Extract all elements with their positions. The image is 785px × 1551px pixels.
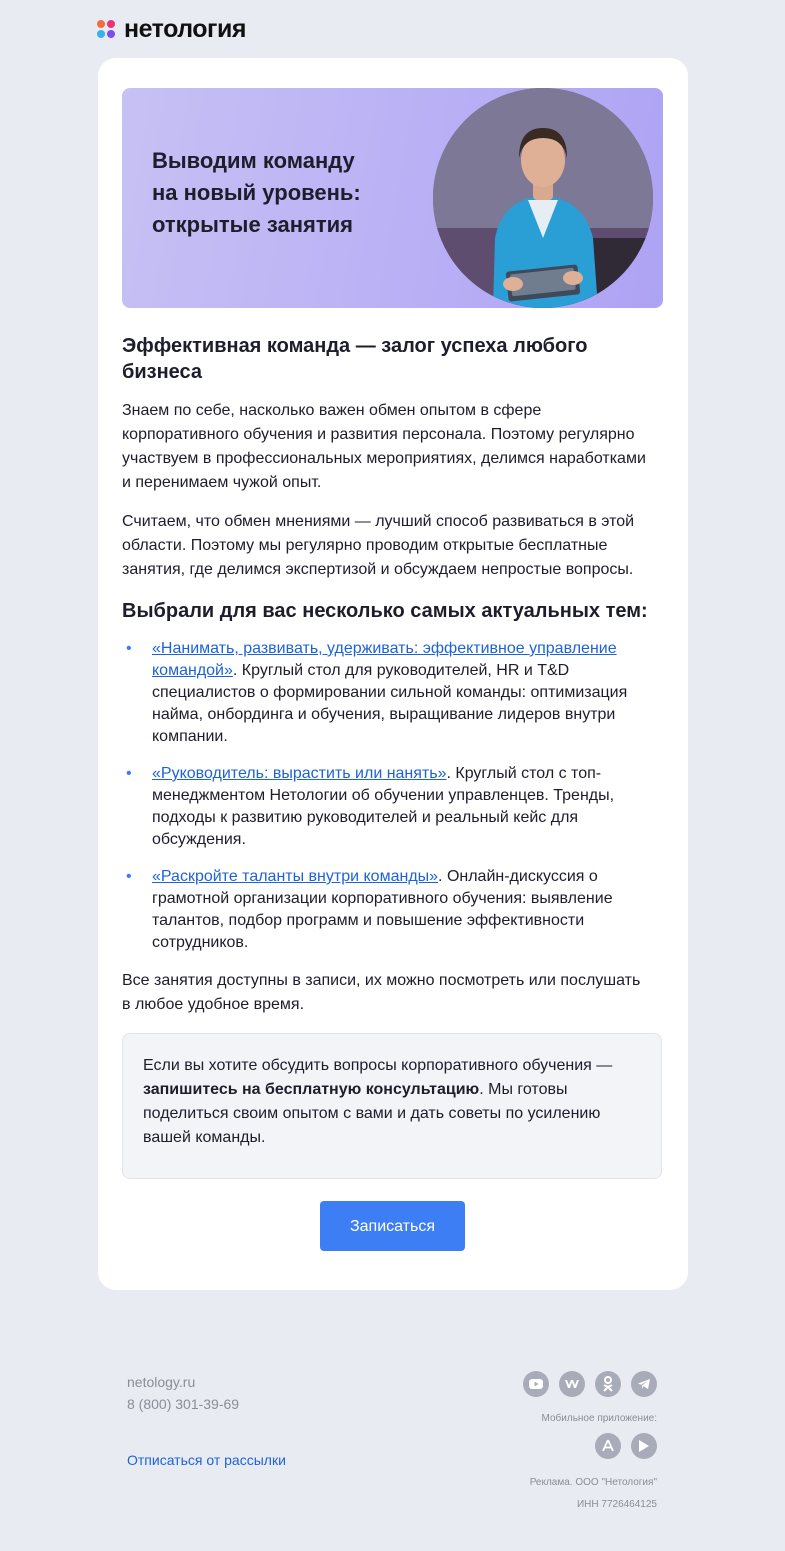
youtube-icon[interactable] xyxy=(523,1371,549,1397)
bullet-icon: • xyxy=(126,868,132,885)
app-links xyxy=(595,1433,657,1459)
google-play-icon[interactable] xyxy=(631,1433,657,1459)
bullet-icon: • xyxy=(126,640,132,657)
topic-item xyxy=(122,763,642,851)
consultation-text-prefix: Если вы хотите обсудить вопросы корпоративного обучения — xyxy=(143,1057,613,1074)
odnoklassniki-icon[interactable] xyxy=(595,1371,621,1397)
logo-mark-icon xyxy=(97,19,117,39)
consultation-box xyxy=(122,1033,662,1179)
topic-link[interactable]: «Раскройте таланты внутри команды» xyxy=(152,868,439,885)
footer xyxy=(0,1360,785,1520)
hero-photo xyxy=(433,88,653,308)
hero-title-line: Выводим команду xyxy=(152,148,355,173)
consultation-text-suffix: . Мы готовы поделиться своим опытом с вами и дать советы по усилению вашей команды. xyxy=(143,1081,601,1146)
ad-notice: Реклама. ООО "Нетология" xyxy=(529,1477,657,1488)
sign-up-button[interactable]: Записаться xyxy=(320,1201,465,1251)
topic-description: . Круглый стол с топ-менеджментом Нетологии об обучении управленцев. Тренды, подходы к развитию руководителей и реальный кейс для обсуждения. xyxy=(152,765,615,848)
topic-description: . Онлайн-дискуссия о грамотной организации корпоративного обучения: выявление талантов, подбор программ и повышение эффективности сотрудников. xyxy=(152,868,613,951)
site-link[interactable]: netology.ru xyxy=(127,1374,196,1390)
social-links xyxy=(523,1371,657,1397)
netology-logo[interactable] xyxy=(97,15,246,43)
logo-text: нетология xyxy=(124,15,246,43)
app-store-icon[interactable] xyxy=(595,1433,621,1459)
bullet-icon: • xyxy=(126,765,132,782)
vk-icon[interactable] xyxy=(559,1371,585,1397)
woman-with-tablet-illustration xyxy=(433,88,653,308)
phone-link[interactable]: 8 (800) 301-39-69 xyxy=(127,1396,240,1412)
mobile-app-label: Мобильное приложение: xyxy=(541,1413,657,1424)
unsubscribe-link[interactable]: Отписаться от рассылки xyxy=(127,1452,286,1468)
topic-item xyxy=(122,638,642,748)
tax-id: ИНН 7726464125 xyxy=(576,1499,657,1510)
hero-title-line: открытые занятия xyxy=(152,212,353,237)
topic-link[interactable]: «Руководитель: вырастить или нанять» xyxy=(152,765,447,782)
exchange-paragraph: Считаем, что обмен мнениями — лучший способ развиваться в этой области. Поэтому мы регулярно проводим открытые бесплатные занятия, где делимся экспертизой и обсуждаем непростые вопросы. xyxy=(122,513,635,578)
topic-description: . Круглый стол для руководителей, HR и T&D специалистов о формировании сильной команды: оптимизация найма, онбординга и обучения, выращивание лидеров внутри компании. xyxy=(152,662,628,745)
hero-title xyxy=(152,145,412,241)
intro-paragraph: Знаем по себе, насколько важен обмен опытом в сфере корпоративного обучения и развития персонала. Поэтому регулярно участвуем в профессиональных мероприятиях, делимся наработками и перенимаем чужой опыт. xyxy=(122,402,646,491)
topic-link[interactable]: «Нанимать, развивать, удерживать: эффективное управление командой» xyxy=(152,640,617,679)
topics-list xyxy=(122,638,642,969)
hero-title-line: на новый уровень: xyxy=(152,180,361,205)
topic-item xyxy=(122,866,642,954)
telegram-icon[interactable] xyxy=(631,1371,657,1397)
recordings-paragraph: Все занятия доступны в записи, их можно посмотреть или послушать в любое удобное время. xyxy=(122,972,641,1013)
email-card xyxy=(98,58,688,1290)
main-heading: Эффективная команда — залог успеха любого бизнеса xyxy=(122,335,588,383)
hero-banner[interactable] xyxy=(122,88,663,308)
topics-heading: Выбрали для вас несколько самых актуальных тем: xyxy=(122,600,648,622)
consultation-text-bold: запишитесь на бесплатную консультацию xyxy=(143,1081,480,1098)
consultation-text xyxy=(143,1054,633,1150)
